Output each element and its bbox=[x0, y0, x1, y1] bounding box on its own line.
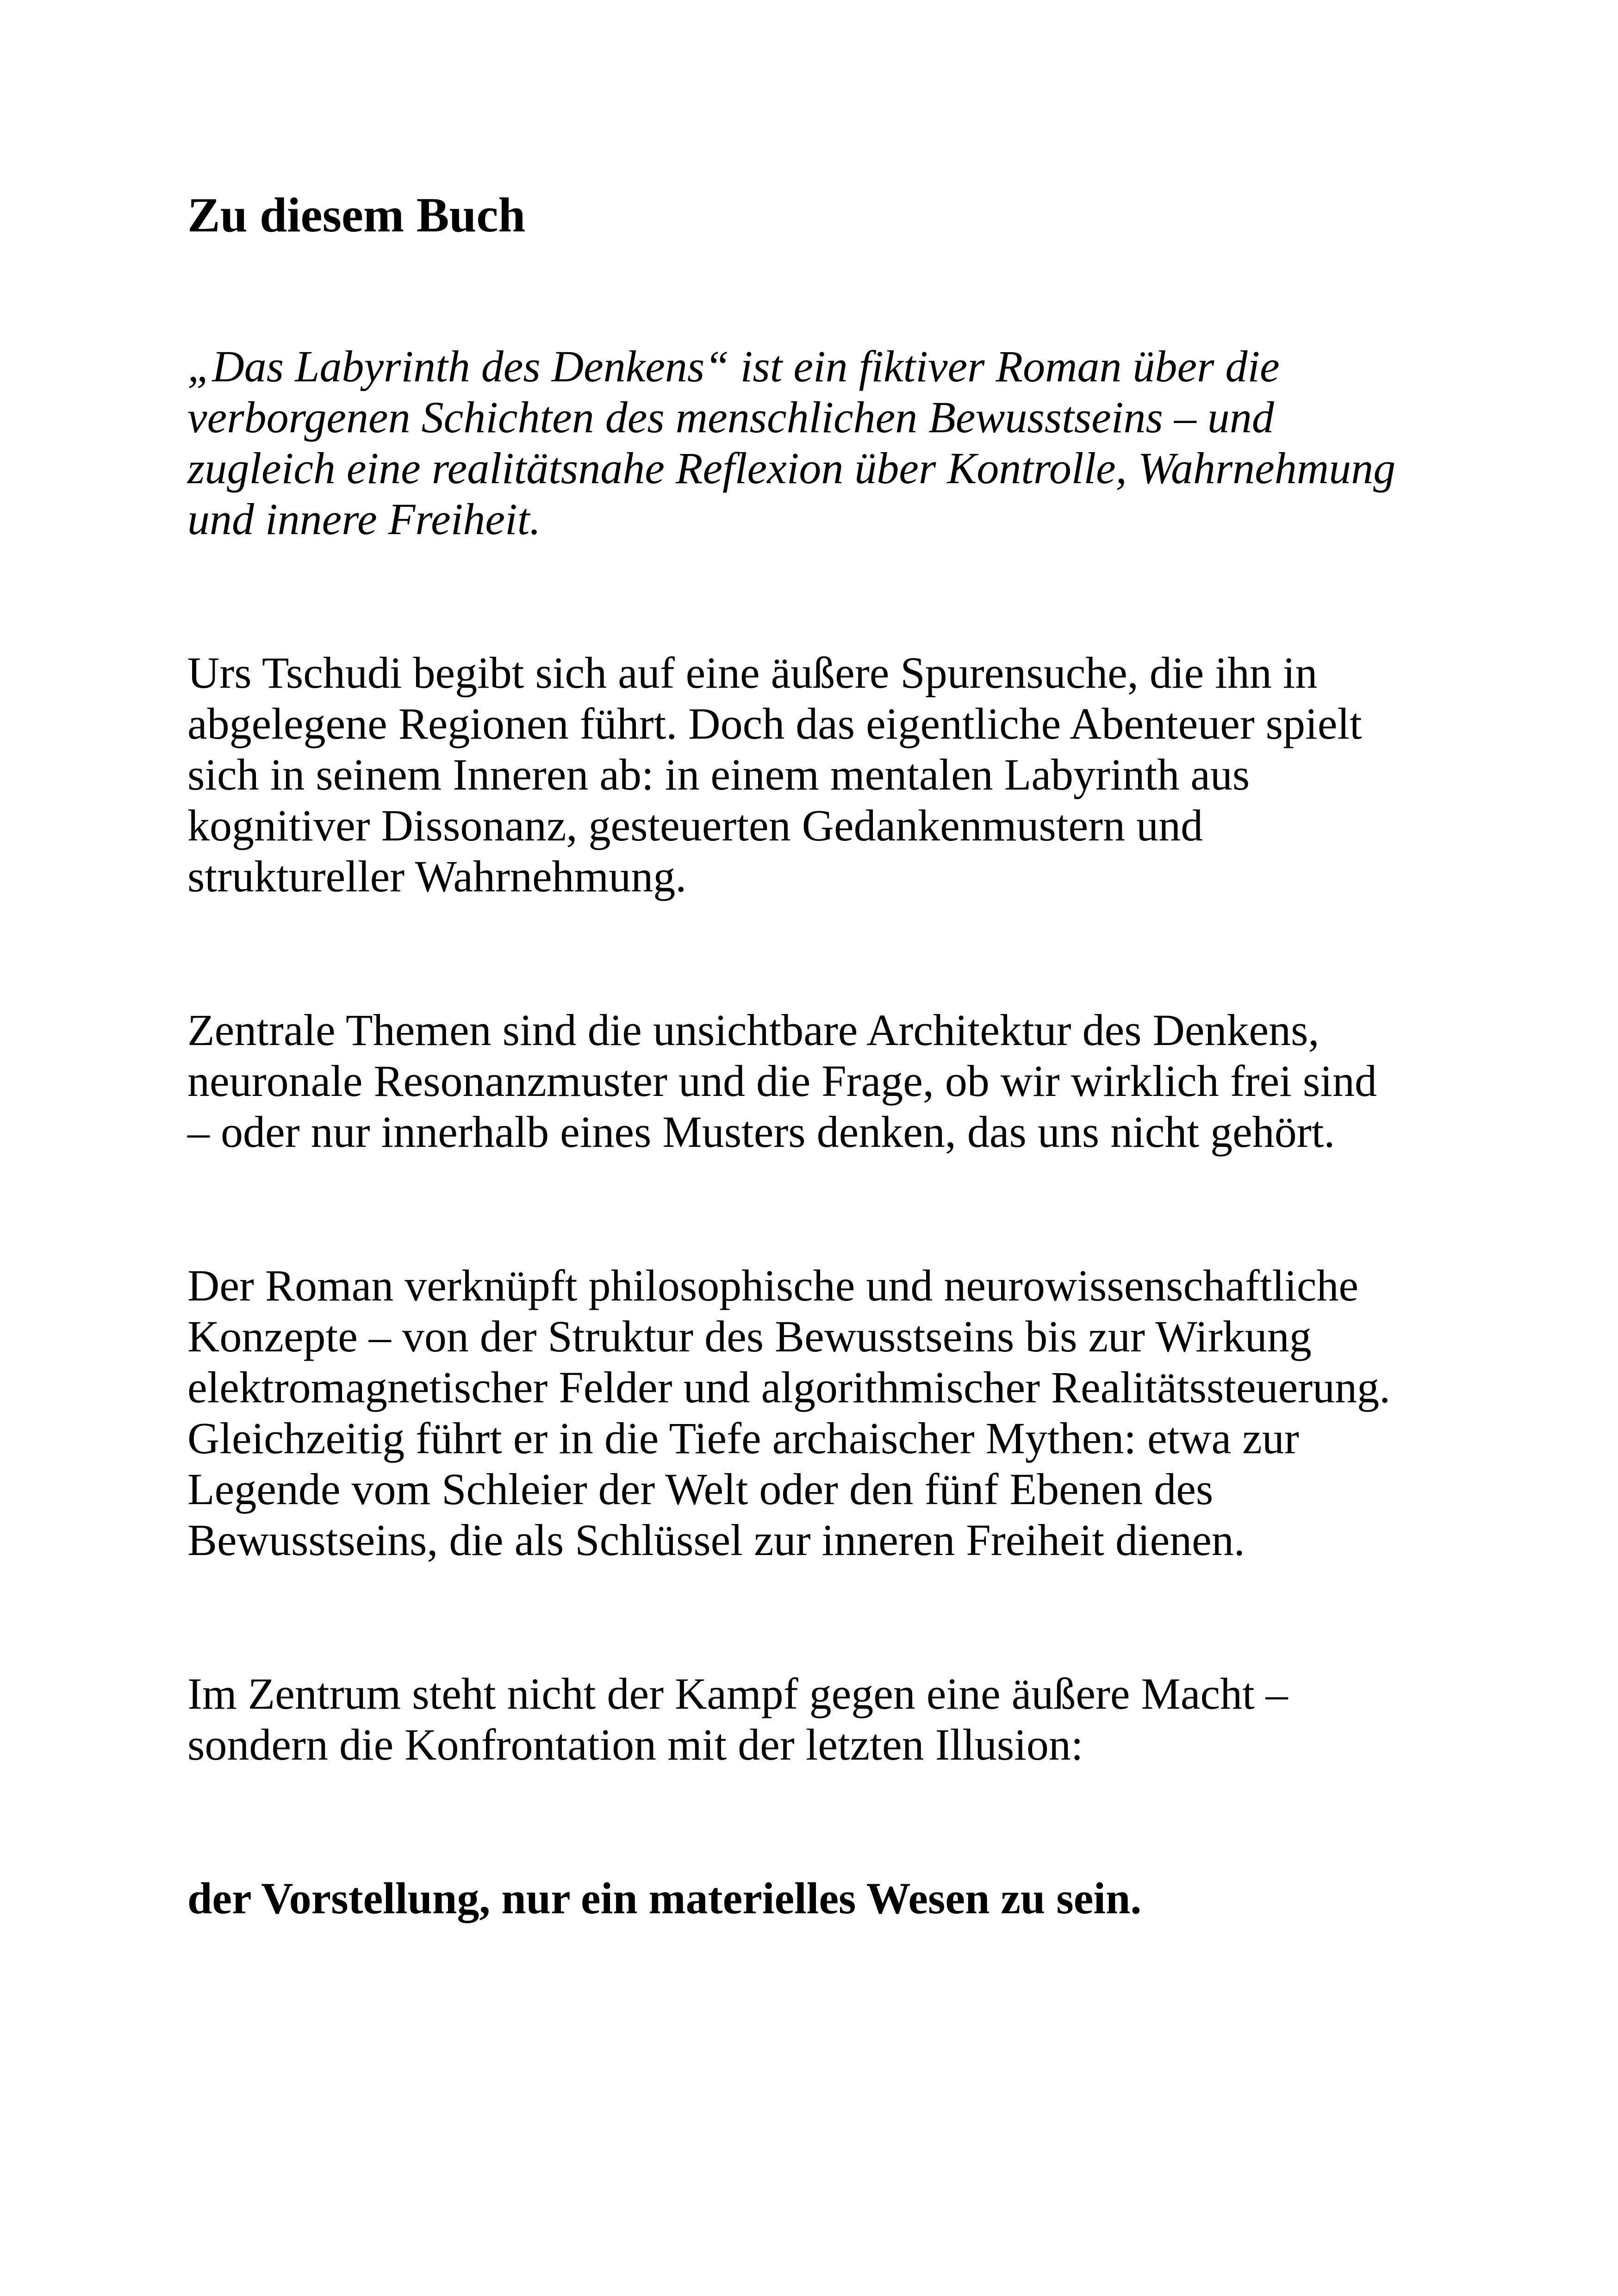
closing-statement: der Vorstellung, nur ein materielles Wesen zu sein. bbox=[187, 1873, 1142, 1923]
body-paragraph: Der Roman verknüpft philosophische und neurowissenschaftliche Konzepte – von der Struktur des Bewusstseins bis zur Wirkung elektromagnetischer Felder und algorithmischer Realitätssteuerung. Gleichzeitig führt er in die Tiefe archaischer Mythen: etwa zur Legende vom Schleier der Welt oder den fünf Ebenen des Bewusstseins, die als Schlüssel zur inneren Freiheit dienen. bbox=[187, 1261, 1391, 1565]
page-content bbox=[187, 183, 1465, 1924]
body-paragraph: Im Zentrum steht nicht der Kampf gegen eine äußere Macht – sondern die Konfrontation mit der letzten Illusion: bbox=[187, 1669, 1288, 1769]
intro-paragraph: „Das Labyrinth des Denkens“ ist ein fiktiver Roman über die verborgenen Schichten des menschlichen Bewusstseins – und zugleich eine realitätsnahe Reflexion über Kontrolle, Wahrnehmung und innere Freiheit. bbox=[187, 342, 1396, 544]
body-paragraph: Urs Tschudi begibt sich auf eine äußere Spurensuche, die ihn in abgelegene Regionen führt. Doch das eigentliche Abenteuer spielt sich in seinem Inneren ab: in einem mentalen Labyrinth aus kognitiver Dissonanz, gesteuerten Gedankenmustern und struktureller Wahrnehmung. bbox=[187, 648, 1362, 901]
body-paragraph: Zentrale Themen sind die unsichtbare Architektur des Denkens, neuronale Resonanzmuster und die Frage, ob wir wirklich frei sind – oder nur innerhalb eines Musters denken, das uns nicht gehört. bbox=[187, 1005, 1377, 1157]
page-title: Zu diesem Buch bbox=[187, 188, 526, 242]
